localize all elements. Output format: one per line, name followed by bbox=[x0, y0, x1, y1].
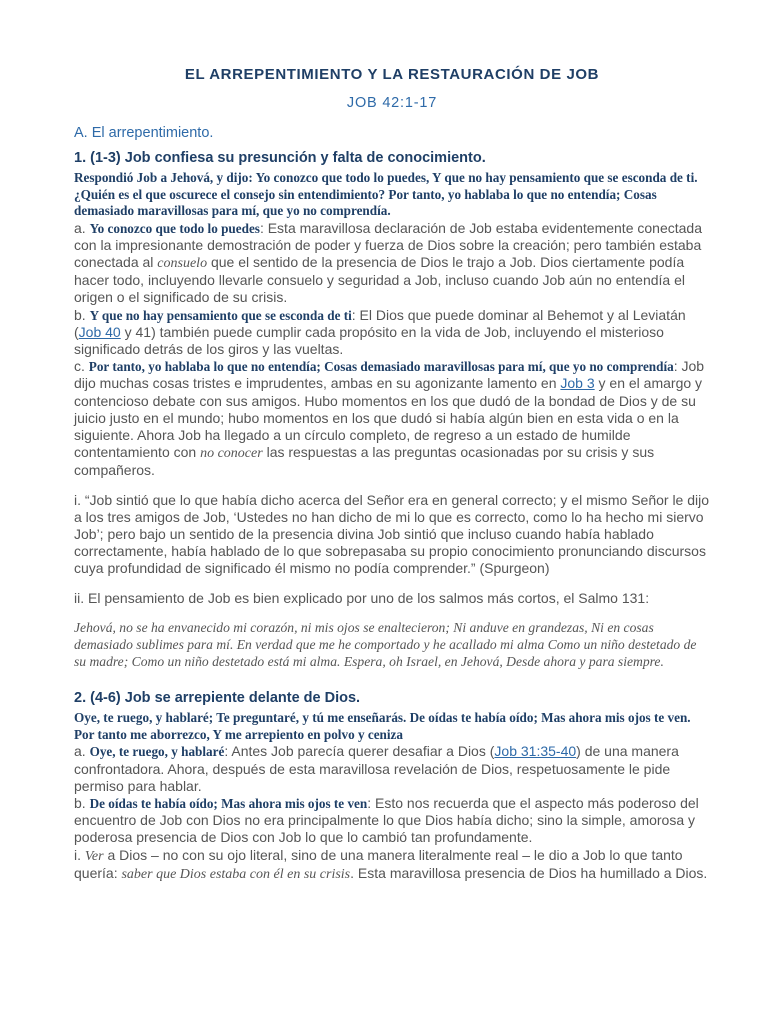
point-2-b: b. De oídas te había oído; Mas ahora mis ojos te ven: Esto nos recuerda que el aspecto más poderoso del encuentro de Job con Dios no era principalmente lo que Dios había dicho; sino la simple, amorosa y poderosa presencia de Dios con Job lo que lo cambió tan profundamente. bbox=[74, 794, 699, 846]
quote: De oídas te había oído; Mas ahora mis ojos te ven bbox=[89, 795, 368, 811]
quote: Yo conozco que todo lo puedes bbox=[89, 220, 260, 236]
psalm-131-quote: Jehová, no se ha envanecido mi corazón, ni mis ojos se enaltecieron; Ni anduve en grandezas, Ni en cosas demasiado sublimes para mí. En verdad que me he comportado y he acallado mi alma Como un niño destetado de su madre; Como un niño destetado está mi alma. Espera, oh Israel, en Jehová, Desde ahora y para siempre. bbox=[74, 619, 697, 670]
quote: Oye, te ruego, y hablaré bbox=[89, 744, 225, 760]
document-subtitle: JOB 42:1-17 bbox=[346, 95, 438, 111]
document-title: EL ARREPENTIMIENTO Y LA RESTAURACIÓN DE JOB bbox=[184, 66, 600, 83]
point-1-a: a. Yo conozco que todo lo puedes: Esta maravillosa declaración de Job estaba evidentemente conectada con la impresionante demostración de poder y fuerza de Dios sobre la creación; pero también estaba conectada al consuelo que el sentido de la presencia de Dios le trajo a Job. Dios ciertamente podía hacer todo, incluyendo llevarle consuelo y seguridad a Job, incluso cuando Job aún no entendía el origen o el significado de su crisis. bbox=[74, 219, 702, 306]
link-job-40[interactable]: Job 40 bbox=[78, 323, 121, 340]
point-2-heading: 2. (4-6) Job se arrepiente delante de Dios. bbox=[74, 690, 361, 707]
point-1-i-spurgeon-quote: i. “Job sintió que lo que había dicho acerca del Señor era en general correcto; y el mismo Señor le dijo a los tres amigos de Job, ‘Ustedes no han dicho de mi lo que es correcto, como lo ha hecho mi siervo Job’; pero bajo un sentido de la presencia divina Job sintió que incluso cuando había hablado correctamente, había hablado de lo que sobrepasaba su propio conocimiento pronunciando discursos cuya profundidad de significado él mismo no podía comprender.” (Spurgeon) bbox=[74, 491, 710, 577]
link-job-31-35-40[interactable]: Job 31:35-40 bbox=[494, 743, 577, 760]
point-1-heading: 1. (1-3) Job confiesa su presunción y falta de conocimiento. bbox=[74, 150, 486, 166]
point-1-verse: Respondió Job a Jehová, y dijo: Yo conozco que todo lo puedes, Y que no hay pensamiento que se esconda de ti. ¿Quién es el que oscurece el consejo sin entendimiento? Por tanto, yo hablaba lo que no entendía; Cosas demasiado maravillosas para mí, que yo no comprendía. bbox=[74, 170, 698, 218]
link-job-3[interactable]: Job 3 bbox=[560, 375, 595, 392]
point-2-i: i. Ver a Dios – no con su ojo literal, sino de una manera literalmente real – le dio a Job lo que tanto quería: saber que Dios estaba con él en su crisis. Esta maravillosa presencia de Dios ha humillado a Dios. bbox=[74, 846, 708, 882]
section-a-heading: A. El arrepentimiento. bbox=[74, 125, 214, 141]
point-2-a: a. Oye, te ruego, y hablaré: Antes Job parecía querer desafiar a Dios (Job 31:35-40) de una manera confrontadora. Ahora, después de esta maravillosa revelación de Dios, respetuosamente le pide permiso para hablar. bbox=[74, 743, 679, 794]
quote: Por tanto, yo hablaba lo que no entendía; Cosas demasiado maravillosas para mí, que yo no comprendía bbox=[88, 359, 674, 375]
point-1-c: c. Por tanto, yo hablaba lo que no entendía; Cosas demasiado maravillosas para mí, que yo no comprendía: Job dijo muchas cosas tristes e imprudentes, ambas en su agonizante lamento en Job 3 y en el amargo y contencioso debate con sus amigos. Hubo momentos en los que dudó de la bondad de Dios y de su juicio justo en el mundo; hubo momentos en los que dudó si había algún bien en esta vida o en la siguiente. Ahora Job ha llegado a un círculo completo, de regreso a un estado de humilde contentamiento con no conocer las respuestas a las preguntas ocasionadas por su crisis y sus compañeros. bbox=[74, 358, 705, 479]
point-1-ii: ii. El pensamiento de Job es bien explicado por uno de los salmos más cortos, el Salmo 131: bbox=[74, 589, 650, 606]
quote: Y que no hay pensamiento que se esconda de ti bbox=[89, 307, 352, 323]
point-1-b: b. Y que no hay pensamiento que se esconda de ti: El Dios que puede dominar al Behemot y al Leviatán (Job 40 y 41) también puede cumplir cada propósito en la vida de Job, incluyendo el misterioso significado detrás de los giros y las vueltas. bbox=[74, 306, 686, 357]
point-2-verse: Oye, te ruego, y hablaré; Te preguntaré, y tú me enseñarás. De oídas te había oído; Mas ahora mis ojos te ven. Por tanto me aborrezco, Y me arrepiento en polvo y ceniza bbox=[74, 710, 691, 742]
